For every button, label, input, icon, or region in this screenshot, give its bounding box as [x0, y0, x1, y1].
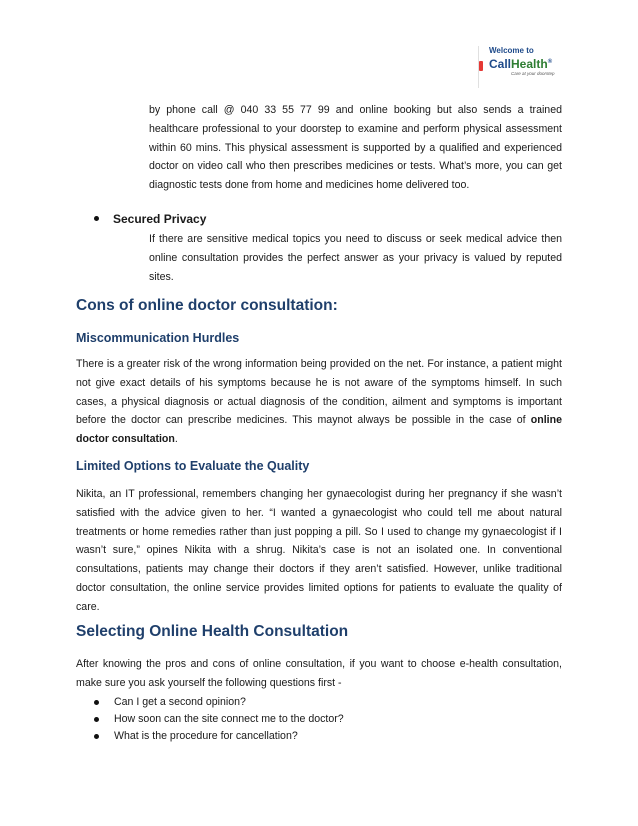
limited-options-paragraph: Nikita, an IT professional, remembers changing her gynaecologist during her pregnancy if she wasn’t satisfied with the advice given to her. “I wanted a gynaecologist who could tell me about natural treatments or home remedies rather than just popping a pill. So I used to change my gynaecologist if I wasn’t sure,” opines Nikita with a shrug. Nikita’s case is not an isolated one. In conventional consultations, patients may change their doctors if they aren’t satisfied. However, unlike traditional doctor consultation, the online service provides limited options for patients to evaluate the quality of care.: [76, 488, 562, 613]
bullet-icon: [94, 700, 99, 705]
bullet-icon: [94, 216, 99, 221]
list-item: [94, 711, 344, 728]
logo-brand-name: [489, 56, 569, 71]
question-text: Can I get a second opinion?: [114, 696, 246, 708]
bullet-icon: [94, 734, 99, 739]
list-item: [94, 694, 344, 711]
miscommunication-heading: Miscommunication Hurdles: [76, 331, 240, 345]
bullet-icon: [94, 717, 99, 722]
list-item: [94, 728, 344, 745]
question-text: What is the procedure for cancellation?: [114, 730, 298, 742]
logo-welcome-text: Welcome to: [489, 46, 534, 55]
callhealth-logo: [478, 46, 569, 88]
miscommunication-paragraph: [76, 355, 562, 449]
logo-registered-mark: ®: [547, 59, 553, 65]
logo-tagline: Care at your doorstep: [511, 71, 555, 76]
privacy-paragraph: If there are sensitive medical topics you need to discuss or seek medical advice then online consultation provides the perfect answer as your privacy is valued by reputed sites.: [149, 233, 562, 283]
limited-options-heading: Limited Options to Evaluate the Quality: [76, 459, 310, 473]
logo-brand-health: Health: [511, 57, 548, 71]
miscommunication-text-end: .: [174, 433, 178, 446]
privacy-heading: Secured Privacy: [113, 212, 207, 226]
logo-mark-icon: [479, 61, 483, 71]
logo-brand-call: Call: [489, 57, 512, 71]
miscommunication-text: There is a greater risk of the wrong information being provided on the net. For instance, a patient might not give exact details of his symptoms because he is not aware of the symptoms himself. In such cases, a physical diagnosis or actual diagnosis of the condition, ailment and symptoms is important before the doctor can prescribe medicines. This maynot always be possible in the case of: [76, 358, 562, 427]
selecting-paragraph: After knowing the pros and cons of online consultation, if you want to choose e-health consultation, make sure you ask yourself the following questions first -: [76, 658, 562, 689]
intro-paragraph: by phone call @ 040 33 55 77 99 and online booking but also sends a trained healthcare professional to your doorstep to examine and perform physical assessment within 60 mins. This physical assessment is supported by a qualified and experienced doctor on video call who then prescribes medicines or tests. What’s more, you can get diagnostic tests done from home and medicines home delivered too.: [149, 104, 562, 192]
miscommunication-bold-text: online doctor consultation: [76, 414, 562, 446]
question-text: How soon can the site connect me to the doctor?: [114, 713, 344, 725]
selecting-heading: Selecting Online Health Consultation: [76, 623, 349, 640]
cons-heading: Cons of online doctor consultation:: [76, 297, 338, 314]
questions-list: [94, 694, 344, 745]
